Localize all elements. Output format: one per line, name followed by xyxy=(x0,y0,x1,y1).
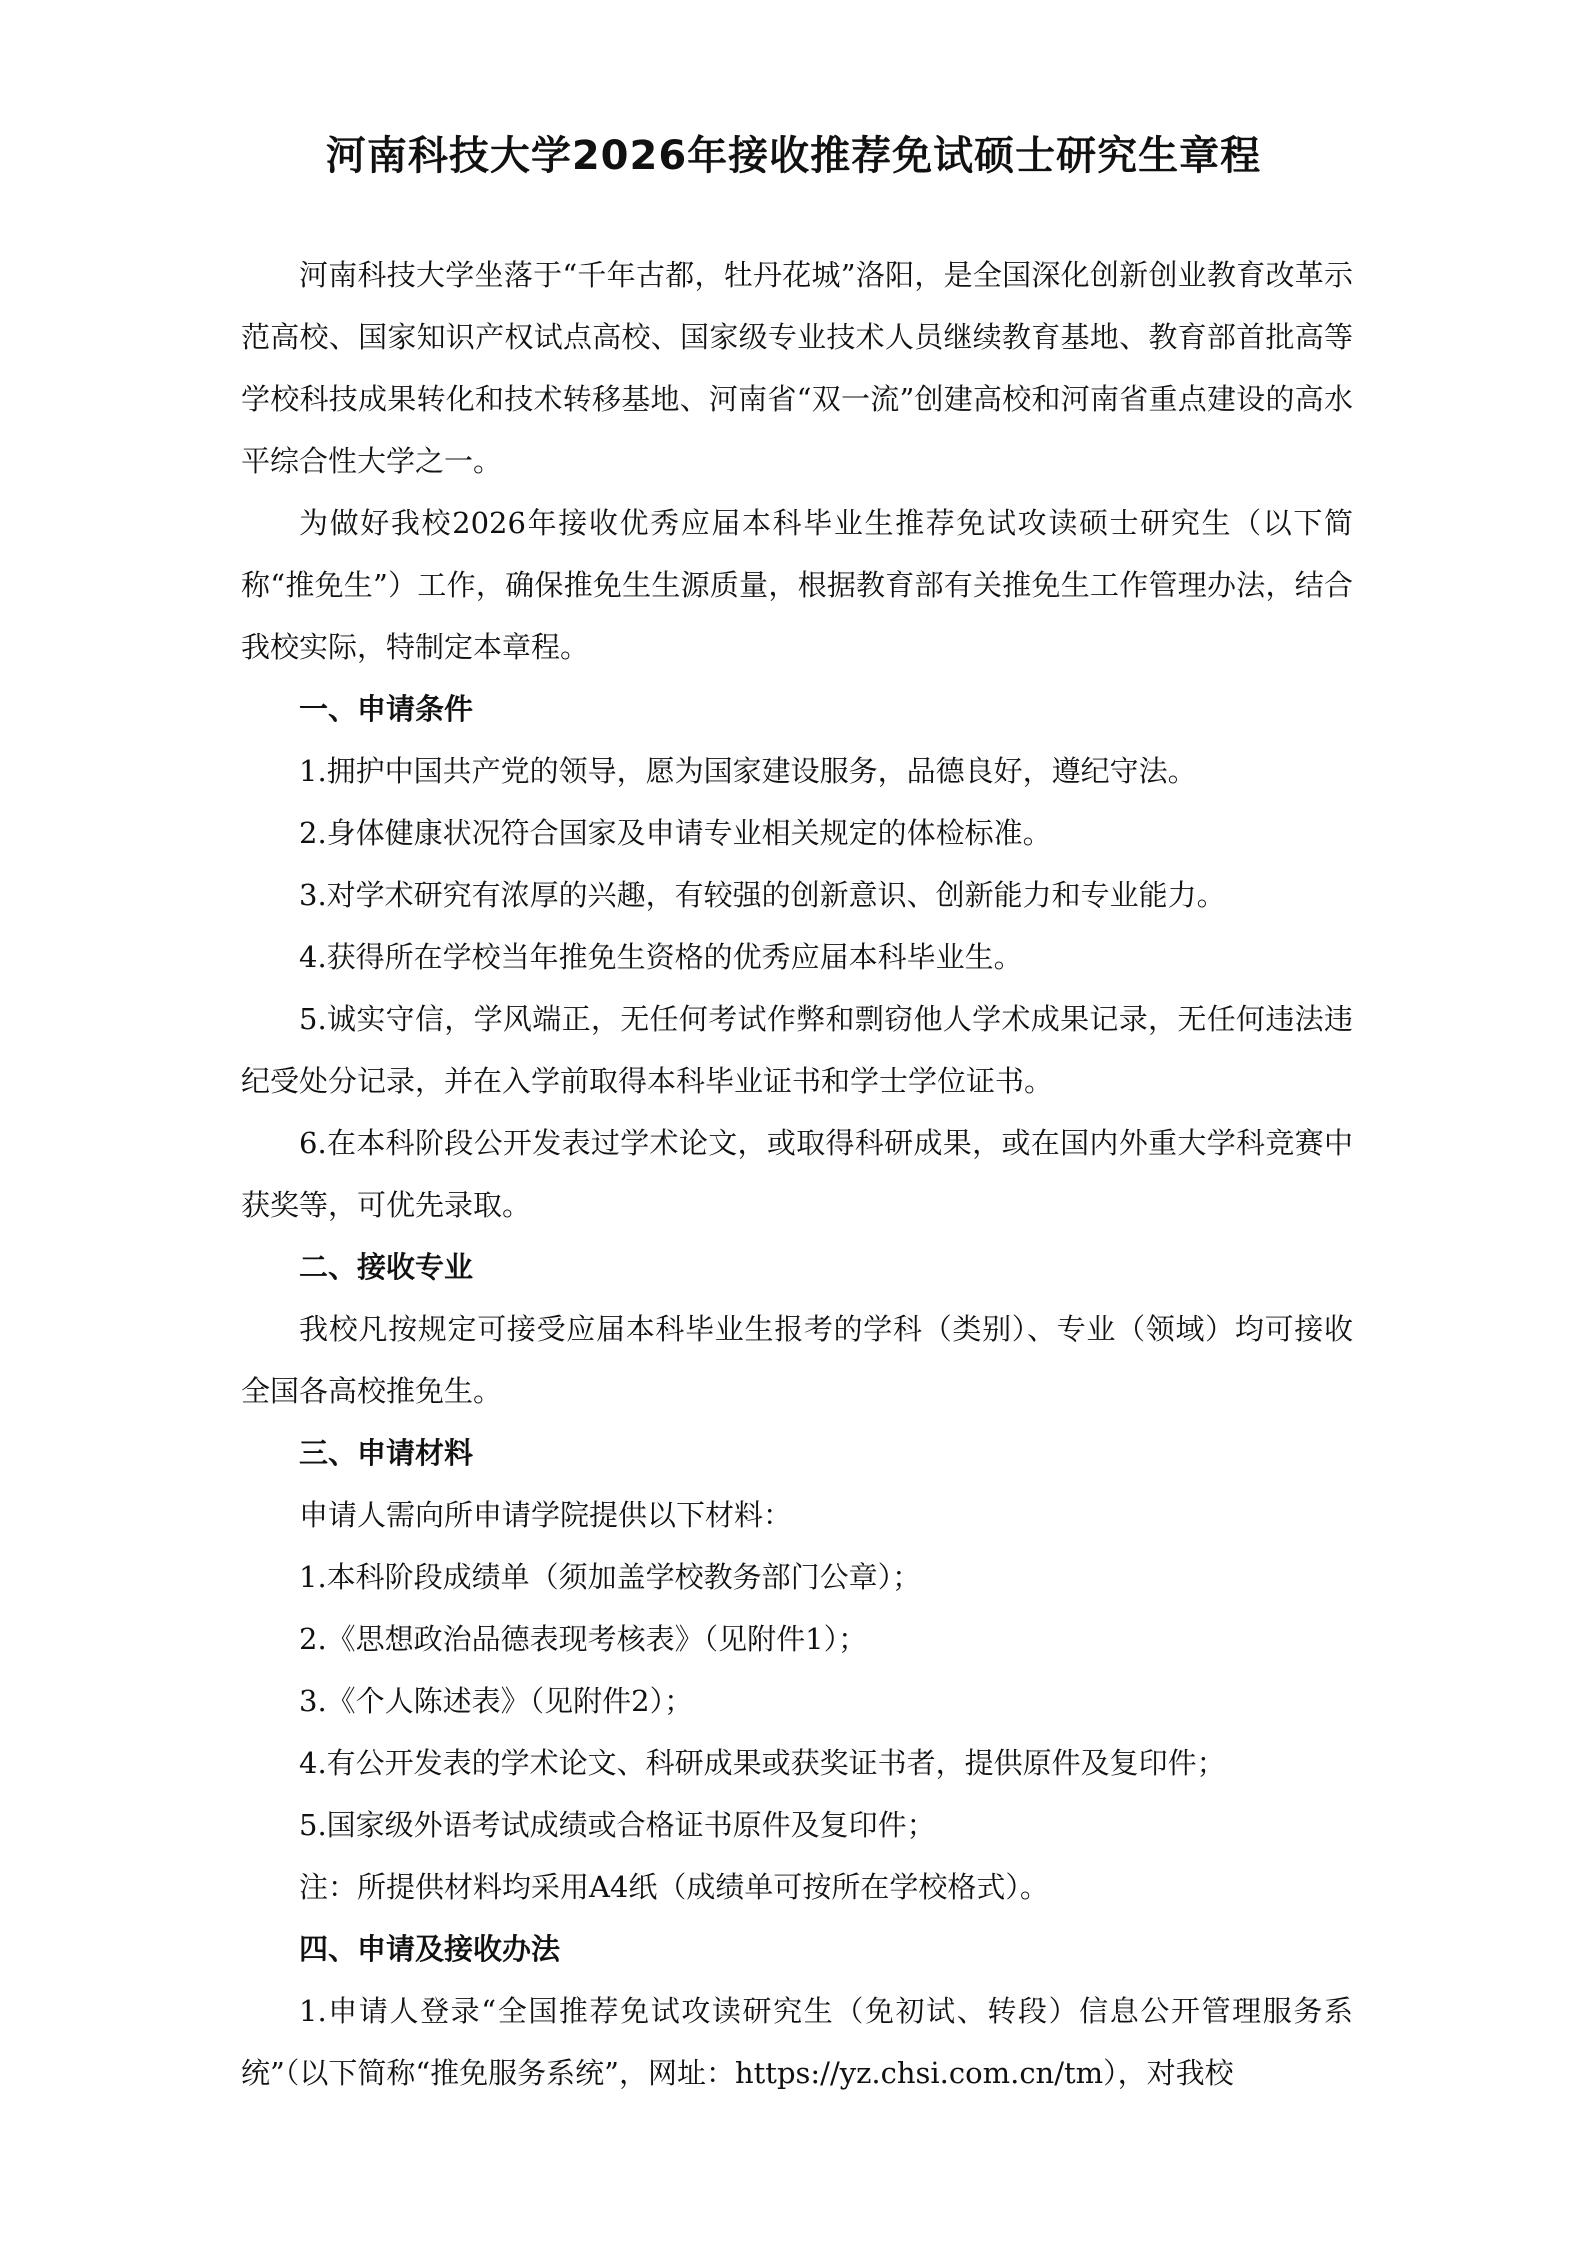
intro-paragraph: 为做好我校2026年接收优秀应届本科毕业生推荐免试攻读硕士研究生（以下简称“推免生”）工作，确保推免生生源质量，根据教育部有关推免生工作管理办法，结合我校实际，特制定本章程。 xyxy=(241,506,1353,664)
condition-item: 5.诚实守信，学风端正，无任何考试作弊和剽窃他人学术成果记录，无任何违法违纪受处分记录，并在入学前取得本科毕业证书和学士学位证书。 xyxy=(241,1002,1353,1098)
condition-item: 4.获得所在学校当年推免生资格的优秀应届本科毕业生。 xyxy=(299,940,1023,974)
material-item: 1.本科阶段成绩单（须加盖学校教务部门公章）； xyxy=(299,1560,922,1594)
section-heading-materials: 三、申请材料 xyxy=(299,1436,474,1470)
section-heading-majors: 二、接收专业 xyxy=(299,1250,474,1284)
material-item: 5.国家级外语考试成绩或合格证书原件及复印件； xyxy=(299,1808,936,1842)
condition-item: 2.身体健康状况符合国家及申请专业相关规定的体检标准。 xyxy=(299,816,1052,850)
intro-paragraph: 河南科技大学坐落于“千年古都，牡丹花城”洛阳，是全国深化创新创业教育改革示范高校、国家知识产权试点高校、国家级专业技术人员继续教育基地、教育部首批高等学校科技成果转化和技术转移基地、河南省“双一流”创建高校和河南省重点建设的高水平综合性大学之一。 xyxy=(241,258,1353,478)
document-body xyxy=(241,244,1353,2104)
section-heading-application-procedure: 四、申请及接收办法 xyxy=(299,1932,561,1966)
material-item: 4.有公开发表的学术论文、科研成果或获奖证书者，提供原件及复印件； xyxy=(299,1746,1226,1780)
document-title: 河南科技大学2026年接收推荐免试硕士研究生章程 xyxy=(325,133,1262,179)
material-item: 3.《个人陈述表》（见附件2）； xyxy=(299,1684,694,1718)
section-heading-application-conditions: 一、申请条件 xyxy=(299,692,474,726)
materials-intro: 申请人需向所申请学院提供以下材料： xyxy=(299,1498,793,1532)
condition-item: 6.在本科阶段公开发表过学术论文，或取得科研成果，或在国内外重大学科竞赛中获奖等，可优先录取。 xyxy=(241,1126,1353,1222)
condition-item: 1.拥护中国共产党的领导，愿为国家建设服务，品德良好，遵纪守法。 xyxy=(299,754,1197,788)
material-item: 2.《思想政治品德表现考核表》（见附件1）； xyxy=(299,1622,868,1656)
materials-note: 注：所提供材料均采用A4纸（成绩单可按所在学校格式）。 xyxy=(299,1870,1049,1904)
majors-paragraph: 我校凡按规定可接受应届本科毕业生报考的学科（类别）、专业（领域）均可接收全国各高校推免生。 xyxy=(241,1312,1353,1408)
procedure-item: 1.申请人登录“全国推荐免试攻读研究生（免初试、转段）信息公开管理服务系统”（以下简称“推免服务系统”，网址：https://yz.chsi.com.cn/tm），对我校 xyxy=(241,1994,1353,2090)
condition-item: 3.对学术研究有浓厚的兴趣，有较强的创新意识、创新能力和专业能力。 xyxy=(299,878,1226,912)
